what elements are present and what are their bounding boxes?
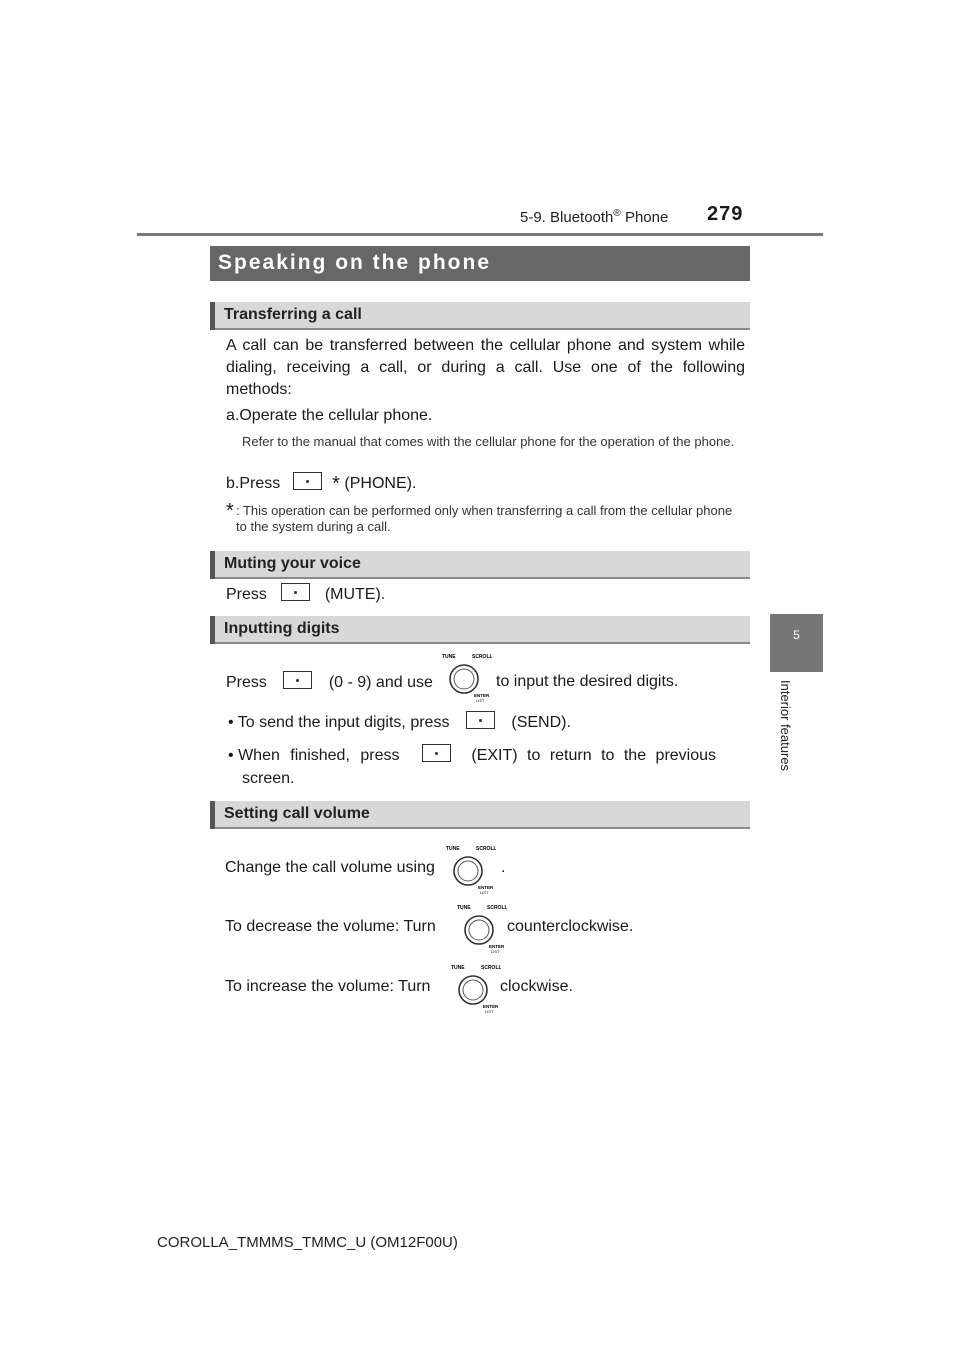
subheading-text: Setting call volume [224, 805, 370, 822]
bullet-dot: • [228, 714, 234, 731]
bullet-exit-continued: screen. [242, 770, 295, 787]
knob-label-enter: ENTER [483, 1004, 499, 1009]
volume-line-1-post: . [501, 859, 506, 876]
page-title: Speaking on the phone [218, 251, 492, 274]
knob-label-tune: TUNE [451, 965, 465, 971]
knob-label-list: LIST [485, 1009, 494, 1014]
mute-instruction [226, 583, 385, 606]
subheading-mute [210, 551, 750, 579]
knob-label-enter: ENTER [489, 944, 505, 949]
subheading-text: Inputting digits [224, 620, 340, 637]
subheading-text: Muting your voice [224, 555, 361, 572]
bullet-exit-pre: When finished, press [238, 747, 400, 764]
knob-label-scroll: SCROLL [476, 846, 496, 852]
digits-bullet-exit [228, 744, 745, 767]
exit-button-icon [422, 744, 451, 762]
tune-scroll-knob-icon [449, 962, 501, 1019]
subheading-text: Transferring a call [224, 306, 362, 323]
volume-line-1-pre: Change the call volume using [225, 859, 435, 876]
digits-instruction [226, 671, 433, 694]
transfer-intro: A call can be transferred between the cellular phone and system while dialing, receiving a call, or during a call. Use one of the following methods: [226, 337, 745, 398]
digits-bullet-send [228, 711, 571, 734]
page-number: 279 [707, 203, 744, 225]
section-breadcrumb [520, 208, 668, 226]
knob-label-list: LIST [480, 890, 489, 895]
section-suffix: Phone [620, 209, 669, 226]
volume-line-2-pre: To decrease the volume: Turn [225, 918, 436, 935]
tune-scroll-knob-icon [455, 902, 507, 959]
knob-label-scroll: SCROLL [481, 965, 501, 971]
section-prefix: 5-9. Bluetooth [520, 209, 614, 226]
chapter-label-box [770, 672, 823, 842]
subheading-digits [210, 616, 750, 644]
mute-press: Press [226, 586, 267, 603]
bullet-exit-post: (EXIT) to return to the previous [471, 747, 717, 764]
knob-label-enter: ENTER [474, 693, 490, 698]
step-a-note: Refer to the manual that comes with the cellular phone for the operation of the phone. [242, 434, 735, 449]
bullet-send-pre: To send the input digits, press [237, 714, 450, 731]
volume-line-3-post: clockwise. [500, 978, 573, 995]
subheading-transfer [210, 302, 750, 330]
volume-line-3-pre: To increase the volume: Turn [225, 978, 431, 995]
step-b-label: (PHONE). [344, 475, 417, 492]
knob-label-enter: ENTER [478, 885, 494, 890]
chapter-tab [770, 614, 823, 672]
chapter-label: Interior features [778, 680, 793, 772]
knob-label-tune: TUNE [457, 905, 471, 911]
knob-label-list: LIST [476, 698, 485, 703]
knob-label-list: LIST [491, 949, 500, 954]
knob-label-scroll: SCROLL [487, 905, 507, 911]
digits-range: (0 - 9) and use [328, 674, 433, 691]
mute-label: (MUTE). [324, 586, 386, 603]
asterisk-mark: * [332, 473, 340, 495]
send-button-icon [466, 711, 495, 729]
phone-button-icon [293, 472, 322, 490]
subheading-volume [210, 801, 750, 829]
footnote-text: : This operation can be performed only when transferring a call from the cellular phone to the system during a call. [236, 503, 733, 534]
tune-scroll-knob-icon [444, 843, 496, 900]
step-b-press: b.Press [226, 475, 281, 492]
digit-button-icon [283, 671, 312, 689]
knob-label-scroll: SCROLL [472, 654, 492, 660]
knob-label-tune: TUNE [442, 654, 456, 660]
step-a: a.Operate the cellular phone. [226, 407, 433, 424]
header-rule [137, 233, 823, 236]
volume-line-2-post: counterclockwise. [507, 918, 634, 935]
chapter-number: 5 [793, 628, 800, 642]
bullet-send-post: (SEND). [511, 714, 571, 731]
step-b [226, 472, 416, 495]
bullet-dot: • [228, 747, 234, 764]
footnote-star: * [226, 500, 234, 522]
digits-after: to input the desired digits. [496, 673, 679, 690]
page-title-bar [210, 246, 750, 281]
digits-press: Press [226, 674, 267, 691]
footer-model-code: COROLLA_TMMMS_TMMC_U (OM12F00U) [157, 1234, 458, 1251]
knob-label-tune: TUNE [446, 846, 460, 852]
registered-mark: ® [613, 208, 621, 219]
tune-scroll-knob-icon [440, 651, 492, 708]
mute-button-icon [281, 583, 310, 601]
